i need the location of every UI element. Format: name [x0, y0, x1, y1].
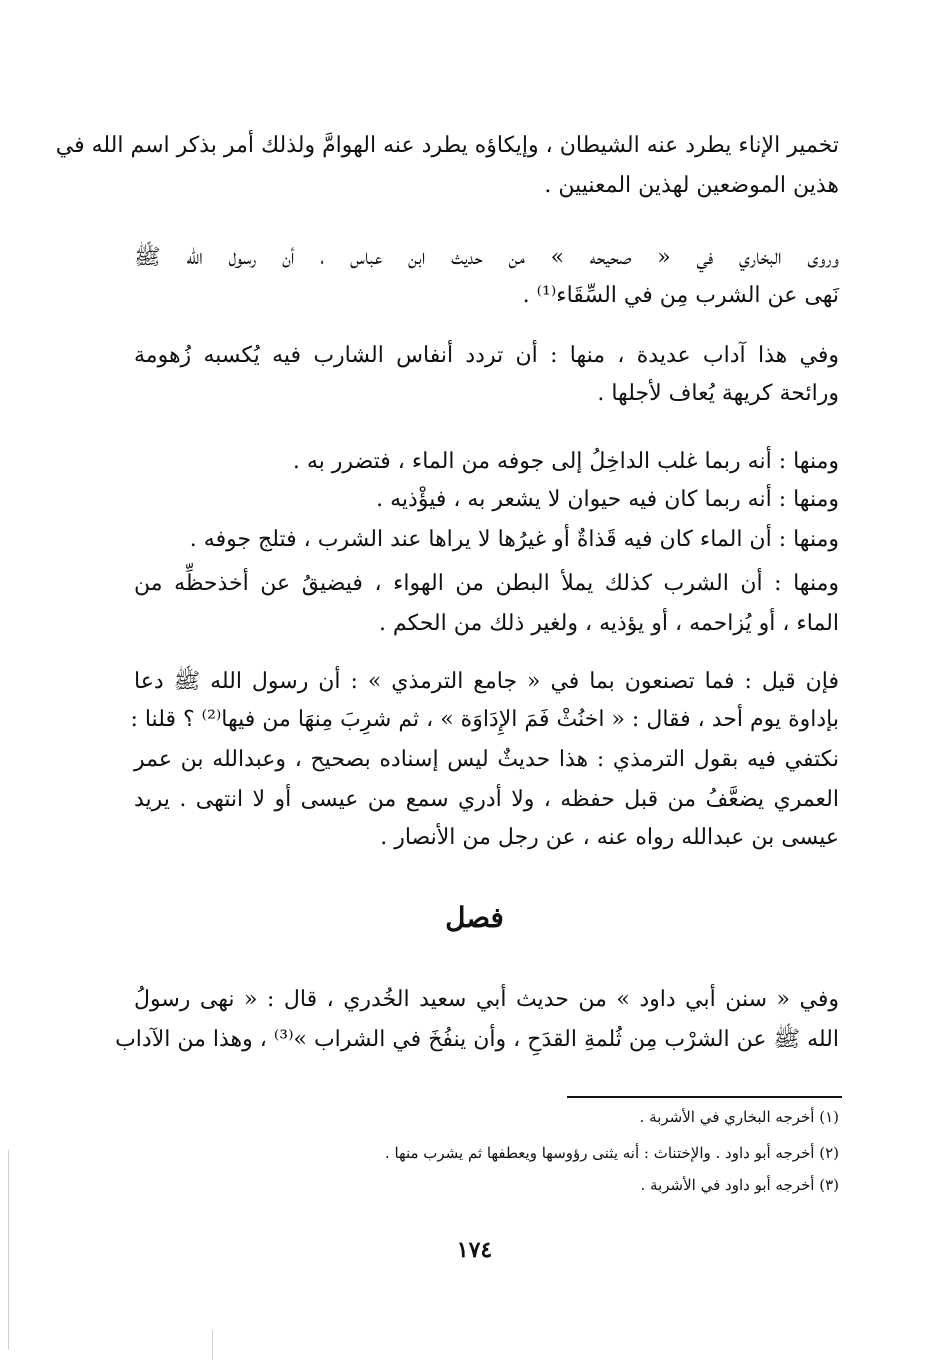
body-line: ومنها : أنه ربما كان فيه حيوان لا يشعر به ، فيؤْذيه .	[376, 487, 839, 512]
body-line: ومنها : أن الشرب كذلك يملأ البطن من الهواء ، فيضيقُ عن أخذحظِّه من	[134, 571, 839, 596]
body-line: نَهى عن الشرب مِن في السِّقَاء⁽¹⁾ .	[522, 283, 839, 308]
body-line: عيسى بن عبدالله رواه عنه ، عن رجل من الأنصار .	[380, 825, 839, 850]
section-heading: فصل	[445, 901, 504, 934]
page-number: ١٧٤	[456, 1237, 493, 1263]
body-line: وفي « سنن أبي داود » من حديث أبي سعيد الخُدري ، قال : « نهى رسولُ	[134, 987, 839, 1012]
body-line: الله ﷺ عن الشرْب مِن ثُلمةِ القدَحِ ، وأن ينفُخَ في الشراب »⁽³⁾ ، وهذا من الآداب	[115, 1027, 839, 1052]
scan-edge-line	[8, 1150, 9, 1350]
footnote: (٢) أخرجه أبو داود . والإختناث : أنه يثنى رؤوسها ويعطفها ثم يشرب منها .	[384, 1144, 839, 1162]
body-line: تخمير الإناء يطرد عنه الشيطان ، وإيكاؤه يطرد عنه الهوامَّ ولذلك أمر بذكر اسم الله في	[55, 133, 839, 158]
body-line: هذين الموضعين لهذين المعنيين .	[544, 173, 839, 198]
body-line: ورائحة كريهة يُعاف لأجلها .	[597, 381, 839, 406]
body-line: العمري يضعَّفُ من قبل حفظه ، ولا أدري سمع من عيسى أو لا انتهى . يريد	[134, 787, 839, 812]
footnote: (١) أخرجه البخاري في الأشربة .	[639, 1108, 839, 1126]
body-line: ومنها : أن الماء كان فيه قَذاةٌ أو غيرُها لا يراها عند الشرب ، فتلج جوفه .	[189, 527, 839, 552]
body-line: وروى البخاري في « صحيحه » من حديث ابن عباس ، أن رسول الله ﷺ	[134, 245, 839, 270]
footnote-separator	[567, 1096, 842, 1098]
footnote: (٣) أخرجه أبو داود في الأشربة .	[640, 1176, 839, 1194]
body-line: نكتفي فيه بقول الترمذي : هذا حديثٌ ليس إسناده بصحيح ، وعبدالله بن عمر	[134, 747, 839, 772]
scan-edge-mark	[212, 1330, 213, 1360]
body-line: فإن قيل : فما تصنعون بما في « جامع الترمذي » : أن رسول الله ﷺ دعا	[134, 669, 839, 694]
body-line: الماء ، أو يُزاحمه ، أو يؤذيه ، ولغير ذلك من الحكم .	[378, 611, 839, 636]
body-line: وفي هذا آداب عديدة ، منها : أن تردد أنفاس الشارب فيه يُكسبه زُهومة	[134, 343, 839, 368]
body-line: بإداوة يوم أحد ، فقال : « اخنُثْ فَمَ الإِدَاوَة » ، ثم شرِبَ مِنهَا من فيها⁽²⁾ ؟ قلنا :	[130, 707, 839, 732]
body-line: ومنها : أنه ربما غلب الداخِلُ إلى جوفه من الماء ، فتضرر به .	[292, 449, 839, 474]
